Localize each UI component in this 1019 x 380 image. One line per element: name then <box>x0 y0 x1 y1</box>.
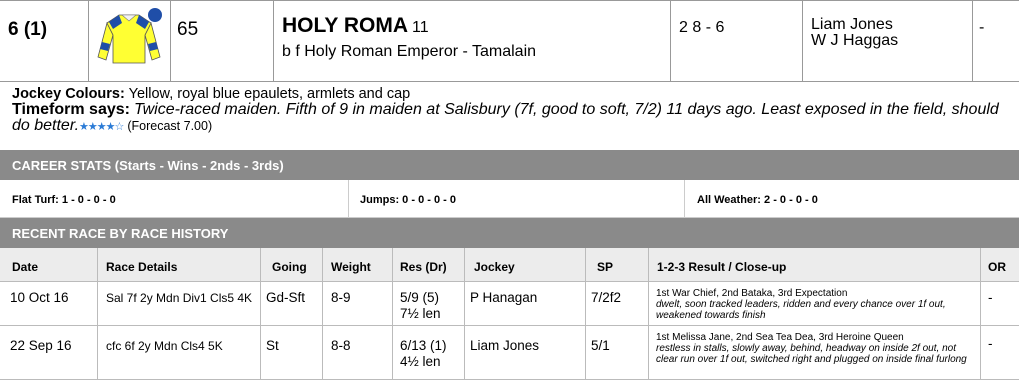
race-details[interactable]: Sal 7f 2y Mdn Div1 Cls5 4K <box>106 291 253 305</box>
horse-name-cell <box>273 1 670 81</box>
connections <box>802 1 972 81</box>
result-draw: 5/9 (5) <box>400 290 440 305</box>
race-result: 1st Melissa Jane, 2nd Sea Tea Dea, 3rd Heroine Queen <box>656 332 904 343</box>
col-weight: Weight <box>331 260 371 274</box>
result-draw: 6/13 (1) <box>400 338 447 353</box>
breeding: b f Holy Roman Emperor - Tamalain <box>282 43 537 60</box>
flat-turf-stats: Flat Turf: 1 - 0 - 0 - 0 <box>12 194 116 206</box>
beaten-distance: 4½ len <box>400 354 441 369</box>
weight: 8-8 <box>331 338 351 353</box>
divider <box>684 180 685 218</box>
divider <box>348 180 349 218</box>
divider <box>464 248 465 380</box>
divider <box>260 248 261 380</box>
race-result: 1st War Chief, 2nd Bataka, 3rd Expectation <box>656 288 848 299</box>
divider <box>585 248 586 380</box>
career-stats-header: CAREER STATS (Starts - Wins - 2nds - 3rds) <box>0 150 1019 180</box>
career-stats <box>0 180 1019 218</box>
col-result-closeup: 1-2-3 Result / Close-up <box>657 260 787 274</box>
close-up-comment: dwelt, soon tracked leaders, ridden and every chance over 1f out, weakened towards finish <box>656 299 946 321</box>
official-rating-value: - <box>988 336 993 351</box>
silk-cell <box>88 1 170 81</box>
close-up-comment: restless in stalls, slowly away, behind, headway on inside 2f out, not clear run over 1f out, switched right and plugged on inside final furlong <box>656 343 967 365</box>
jumps-stats: Jumps: 0 - 0 - 0 - 0 <box>360 194 456 206</box>
jockey-name[interactable]: Liam Jones <box>811 16 893 33</box>
runner-number: 6 (1) <box>8 19 48 40</box>
official-rating: 65 <box>170 1 273 81</box>
history-table-header <box>0 248 1019 282</box>
star-rating-icon: ★★★★☆ <box>79 121 124 133</box>
col-date: Date <box>12 260 39 274</box>
extra-value: - <box>972 1 1019 81</box>
race-details[interactable]: cfc 6f 2y Mdn Cls4 5K <box>106 339 223 353</box>
col-sp: SP <box>597 260 614 274</box>
col-result-draw: Res (Dr) <box>400 260 447 274</box>
trainer-name[interactable]: W J Haggas <box>811 32 899 49</box>
jockey[interactable]: Liam Jones <box>470 338 540 353</box>
colours-label: Jockey Colours: <box>12 86 125 102</box>
timeform-label: Timeform says: <box>12 101 130 118</box>
col-jockey: Jockey <box>474 260 515 274</box>
divider <box>322 248 323 380</box>
timeform-text: Twice-raced maiden. Fifth of 9 in maiden at Salisbury (7f, good to soft, 7/2) 11 days ago. Least exposed in the field, should do better. <box>12 101 999 134</box>
col-race-details: Race Details <box>106 260 178 274</box>
divider <box>980 248 981 380</box>
race-date: 22 Sep 16 <box>10 338 72 353</box>
starting-price: 5/1 <box>591 338 610 353</box>
colours-text: Yellow, royal blue epaulets, armlets and cap <box>128 86 411 102</box>
runner-info <box>12 86 1016 135</box>
table-row[interactable] <box>0 326 1019 380</box>
forecast-odds: (Forecast 7.00) <box>127 119 213 133</box>
form-figures: 2 8 - 6 <box>670 1 802 81</box>
jockey-colours <box>12 86 1016 102</box>
jockey[interactable]: P Hanagan <box>470 290 538 305</box>
table-row[interactable] <box>0 282 1019 326</box>
weight: 8-9 <box>331 290 351 305</box>
going: St <box>266 338 279 353</box>
beaten-distance: 7½ len <box>400 306 441 321</box>
race-date: 10 Oct 16 <box>10 290 69 305</box>
timeform-comment <box>12 102 1016 135</box>
runner-header <box>0 0 1019 82</box>
col-going: Going <box>272 260 307 274</box>
divider <box>97 248 98 380</box>
horse-age: 11 <box>412 19 429 36</box>
recent-history-header: RECENT RACE BY RACE HISTORY <box>0 218 1019 248</box>
col-or: OR <box>988 260 1006 274</box>
all-weather-stats: All Weather: 2 - 0 - 0 - 0 <box>697 194 818 206</box>
starting-price: 7/2f2 <box>591 290 622 305</box>
divider <box>648 248 649 380</box>
divider <box>392 248 393 380</box>
official-rating-value: - <box>988 290 993 305</box>
jockey-silk-icon <box>89 1 171 81</box>
horse-name[interactable]: HOLY ROMA <box>282 14 409 37</box>
going: Gd-Sft <box>266 290 306 305</box>
